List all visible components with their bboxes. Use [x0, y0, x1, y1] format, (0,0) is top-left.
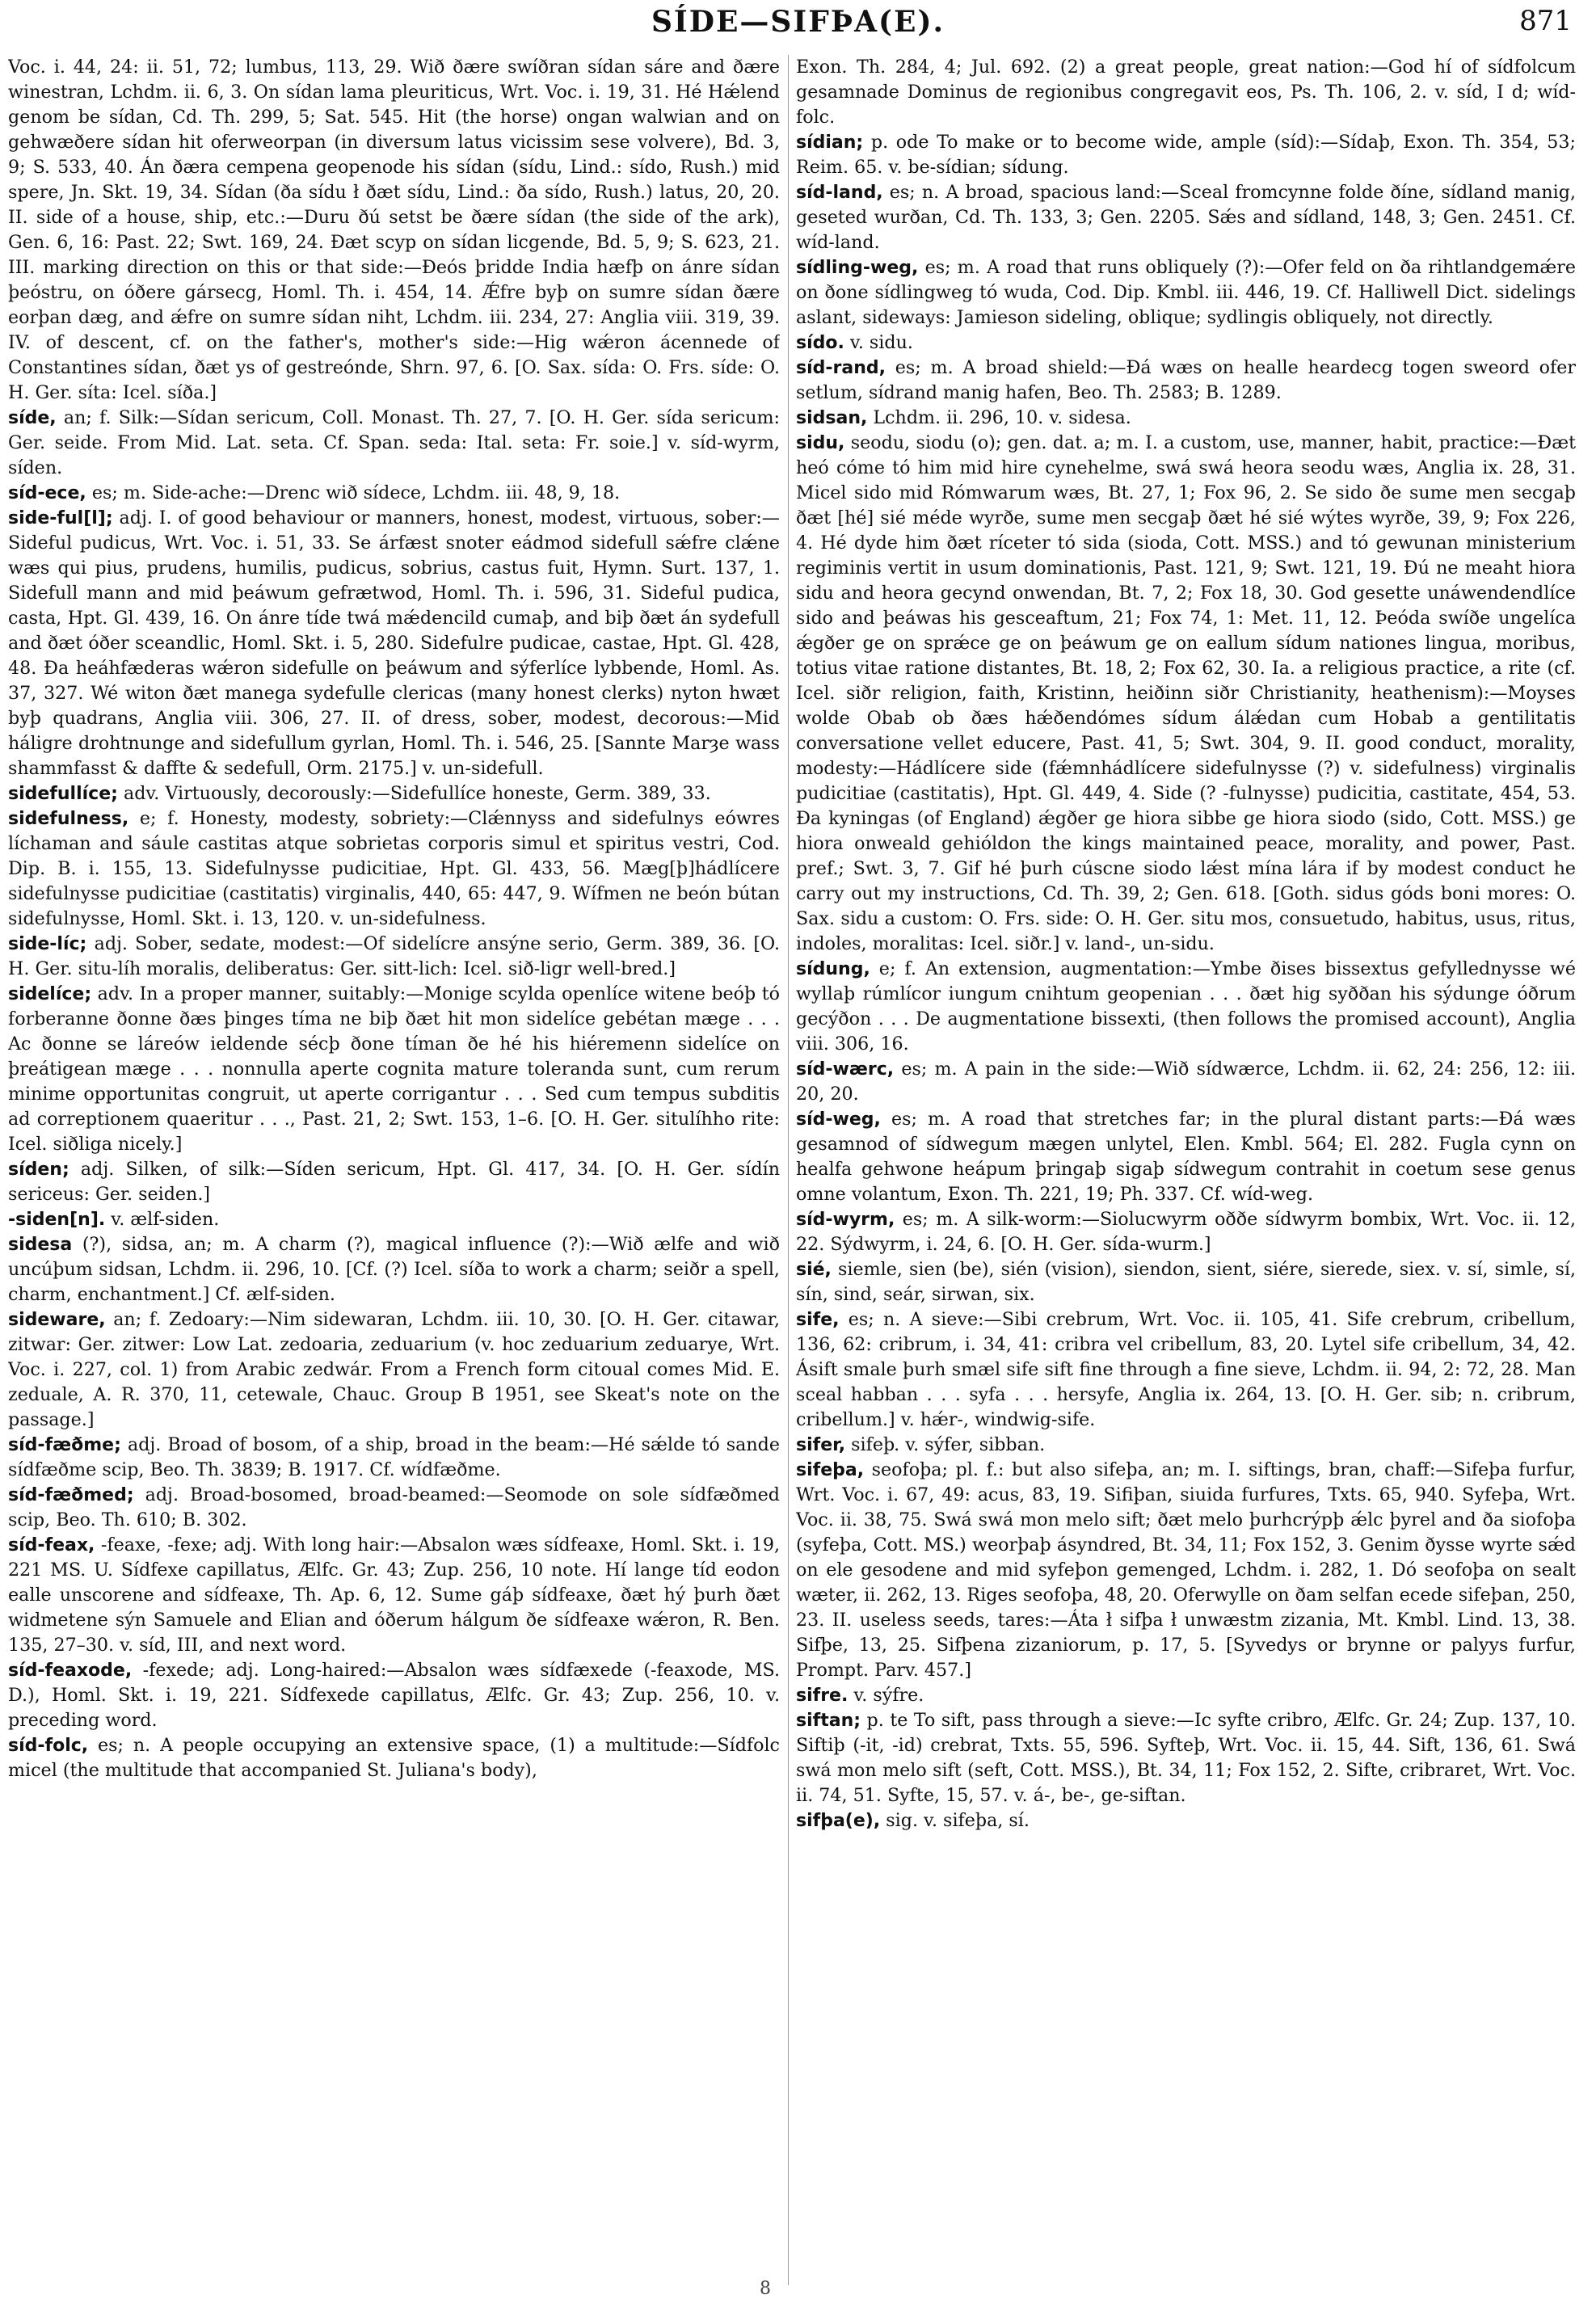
footer-mark: 8 [760, 2279, 771, 2299]
entry-headword: sídung, [796, 959, 870, 979]
entry-headword: sídian; [796, 133, 864, 153]
dictionary-entry [796, 1107, 1576, 1207]
entry-text: adj. Broad-bosomed, broad-beamed:—Seomode on sole sídfæðmed scip, Beo. Th. 610; B. 302. [8, 1484, 780, 1530]
entry-headword: síden; [8, 1160, 69, 1180]
dictionary-entry [8, 481, 780, 506]
entry-text: es; m. Side-ache:—Drenc wið sídece, Lchdm. iii. 48, 9, 18. [86, 482, 621, 503]
entry-headword: sído. [796, 333, 844, 353]
dictionary-entry [796, 130, 1576, 180]
dictionary-entry [796, 1683, 1576, 1708]
dictionary-entry [8, 506, 780, 781]
page-number: 871 [1519, 5, 1572, 37]
entry-text: es; m. A silk-worm:—Siolucwyrm oððe sídwyrm bombix, Wrt. Voc. ii. 12, 22. Sýdwyrm, i. 24, 6. [O. H. Ger. sída-wurm.] [796, 1209, 1576, 1255]
entry-headword: sifeþa, [796, 1460, 865, 1480]
entry-text: seodu, siodu (o); gen. dat. a; m. I. a custom, use, manner, habit, practice:—Ðæt heó cóme tó him mid hire cynehelme, swá swá heora seodu wæs, Anglia ix. 28, 31. Micel sido mid Rómwarum wæs, Bt. 27, 1; Fox 96, 2. Se sido ðe sume men secgaþ ðæt [hé] sié méde wyrðe, sume men secgaþ ðæt hé sié wýtes wyrðe, 39, 9; Fox 226, 4. Hé dyde him ðæt ríceter tó sida (sioda, Cott. MSS.) and tó gewunan ministerium regiminis vertit in usum dominationis, Past. 121, 9; Swt. 121, 19. Ðú ne meaht hiora sidu and heora gecynd onwendan, Bt. 7, 2; Fox 18, 30. God gesette unáwendendlíce sido and þeáwas his gesceaftum, 21; Fox 74, 1: Met. 11, 12. Þeóda swíðe ungelíca ǽgðer ge on sprǽce ge on þeáwum ge on eallum sídum nationes lingua, moribus, totius vitae ratione distantes, Bt. 18, 2; Fox 62, 30. Ia. a religious practice, a rite (cf. Icel. siðr religion, faith, Kristinn, heiðinn siðr Christianity, heathenism):—Moyses wolde Obab ob ðæs hǽðendómes sídum álǽdan cum Hobab a gentilitatis conversatione vellet educere, Past. 41, 5; Swt. 304, 9. II. good conduct, morality, modesty:—Hádlícere side (fǽmnhádlícere sidefulnysse (?) v. sidefulness) virginalis pudicitiae (castitatis), Hpt. Gl. 449, 4. Side (? -fulnysse) pudicitia, castitate, 454, 53. Ða kyningas (of England) ǽgðer ge hiora sibbe ge hiora siodo (sido, Cott. MSS.) ge hiora onweald gehióldon the kings maintained peace, morality, and power, Past. pref.; Swt. 3, 7. Gif hé þurh cúscne siodo lǽst mína lára if by modest conduct he carry out my instructions, Cd. Th. 39, 2; Gen. 618. [Goth. sidus góds boni mores: O. Sax. sidu a custom: O. Frs. side: O. H. Ger. situ mos, consuetudo, habitus, usus, ritus, indoles, moralitas: Icel. siðr.] v. land-, un-sidu. [796, 432, 1576, 954]
dictionary-entry [8, 1433, 780, 1483]
entry-text: es; m. A road that stretches far; in the plural distant parts:—Ðá wæs gesamnod of sídwegum mægen unlytel, Elen. Kmbl. 564; El. 282. Fugla cynn on healfa gehwone heápum þringaþ sigaþ sídwegum contrahit in coetum sese genus omne volantum, Exon. Th. 221, 19; Ph. 337. Cf. wíd-weg. [796, 1109, 1576, 1205]
dictionary-entry [8, 1658, 780, 1733]
entry-headword: síd-fæðme; [8, 1435, 121, 1455]
entry-text: e; f. An extension, augmentation:—Ymbe ðises bissextus gefyllednysse wé wyllaþ rúmlícor iungum cnihtum geopenian . . . ðæt hig syððan his sýdunge óðrum gecýðon . . . De augmentatione bissexti, (then follows the promised account), Anglia viii. 306, 16. [796, 958, 1576, 1054]
dictionary-entry [8, 982, 780, 1157]
entry-text: adv. In a proper manner, suitably:—Monige scylda openlíce witene beóþ tó forberanne ðonne ðæs þinges tíma ne biþ ðæt hit mon sidelíce gebétan mæge . . . Ac ðonne se láreów ieldende sécþ ðone tíman ðe hé his hiéremenn sidelíce on þreátigean mæge . . . nonnulla aperte cognita mature toleranda sunt, cum rerum minime opportunitas congruit, ut aperte corrigantur . . . Sed cum tempus subditis ad correptionem quaeritur . . ., Past. 21, 2; Swt. 153, 1–6. [O. H. Ger. situlíhho rite: Icel. siðliga nicely.] [8, 983, 780, 1155]
dictionary-entry [796, 431, 1576, 957]
entry-text: es; n. A people occupying an extensive space, (1) a multitude:—Sídfolc micel (the multitude that accompanied St. Juliana's body), [8, 1735, 780, 1781]
entry-text: adj. Broad of bosom, of a ship, broad in the beam:—Hé sǽlde tó sande sídfæðme scip, Beo. Th. 3839; B. 1917. Cf. wídfæðme. [8, 1434, 780, 1480]
entry-text: es; m. A pain in the side:—Wið sídwærce, Lchdm. ii. 62, 24: 256, 12: iii. 20, 20. [796, 1059, 1576, 1105]
dictionary-entry [796, 957, 1576, 1057]
entry-text: -feaxe, -fexe; adj. With long hair:—Absalon wæs sídfeaxe, Homl. Skt. i. 19, 221 MS. U. Sídfexe capillatus, Ælfc. Gr. 43; Zup. 256, 10 note. Hí lange tíd eodon ealle unscorene and sídfeaxe, Th. Ap. 6, 12. Sume gáþ sídfeaxe, ðæt hý þurh ðæt widmetene sýn Samuele and Elian and óðerum hálgum ðe sídfeaxe wǽron, R. Ben. 135, 27–30. v. síd, III, and next word. [8, 1534, 780, 1656]
dictionary-entry [8, 1733, 780, 1783]
dictionary-entry [8, 781, 780, 806]
dictionary-entry [796, 1458, 1576, 1683]
entry-headword: -siden[n]. [8, 1210, 106, 1230]
entry-headword: sife, [796, 1310, 840, 1330]
dictionary-entry [796, 1433, 1576, 1458]
entry-headword: síd-wærc, [796, 1059, 895, 1080]
dictionary-entry [8, 1307, 780, 1433]
right-column [796, 55, 1576, 2285]
entry-headword: sidu, [796, 433, 845, 453]
dictionary-entry [796, 55, 1576, 130]
dictionary-entry [796, 1307, 1576, 1433]
entry-text: adj. I. of good behaviour or manners, honest, modest, virtuous, sober:—Sideful pudicus, Wrt. Voc. i. 51, 33. Se árfæst snoter eádmod sidefull sǽfre clǽne wæs qui pius, prudens, humilis, pudicus, sobrius, castus fuit, Hymn. Surt. 137, 1. Sidefull mann and mid þeáwum gefrætwod, Homl. Th. i. 596, 31. Sideful pudica, casta, Hpt. Gl. 439, 16. On ánre tíde twá mǽdencild cumaþ, and biþ ðæt án sydefull and ðæt óðer sceandlic, Homl. Skt. i. 5, 280. Sidefulre pudicae, castae, Hpt. Gl. 428, 48. Ða heáhfæderas wǽron sidefulle on þeáwum and sýferlíce lybbende, Homl. As. 37, 327. Wé witon ðæt manega sydefulle clericas (many honest clerks) nyton hwæt byþ quadrans, Anglia viii. 306, 27. II. of dress, sober, modest, decorous:—Mid háligre drohtnunge and sidefullum gyrlan, Homl. Th. i. 546, 25. [Sannte Marȝe wass shammfasst & daffte & sedefull, Orm. 2175.] v. un-sidefull. [8, 507, 780, 779]
entry-headword: sidelíce; [8, 984, 92, 1004]
entry-text: an; f. Zedoary:—Nim sidewaran, Lchdm. iii. 10, 30. [O. H. Ger. citawar, zitwar: Ger. zitwer: Low Lat. zedoaria, zeduarium (v. hoc zeduarium zeduarye, Wrt. Voc. i. 227, col. 1) from Arabic zedwár. From a French form citoual comes Mid. E. zeduale, A. R. 370, 11, cetewale, Chauc. Group B 1951, see Skeat's note on the passage.] [8, 1309, 780, 1430]
entry-headword: sié, [796, 1260, 832, 1280]
entry-headword: sidsan, [796, 408, 868, 428]
column-divider [788, 55, 789, 2285]
entry-headword: sifer, [796, 1435, 846, 1455]
dictionary-entry [796, 255, 1576, 330]
entry-text: sig. v. sifeþa, sí. [880, 1810, 1030, 1831]
entry-text: an; f. Silk:—Sídan sericum, Coll. Monast. Th. 27, 7. [O. H. Ger. sída sericum: Ger. seide. From Mid. Lat. seta. Cf. Span. seda: Ital. seta: Fr. soie.] v. síd-wyrm, síden. [8, 407, 780, 478]
entry-headword: side-ful[l]; [8, 508, 113, 528]
entry-text: adv. Virtuously, decorously:—Sidefullíce honeste, Germ. 389, 33. [117, 783, 711, 804]
entry-text: Voc. i. 44, 24: ii. 51, 72; lumbus, 113, 29. Wið ðære swíðran sídan sáre and ðære winestran, Lchdm. ii. 6, 3. On sídan lama pleuriticus, Wrt. Voc. i. 19, 31. Hé Hǽlend genom be sídan, Cd. Th. 299, 5; Sat. 545. Hit (the horse) ongan walwian and on gehwæðere sídan hit oferweorpan (in diversum latus vicissim sese volvere), Bd. 3, 9; S. 533, 40. Án ðæra cempena geopenode his sídan (sídu, Lind.: sído, Rush.) mid spere, Jn. Skt. 19, 34. Sídan (ða sídu ł ðæt sídu, Lind.: ða sído, Rush.) latus, 20, 20. II. side of a house, ship, etc.:—Duru ðú setst be ðære sídan (the side of the ark), Gen. 6, 16: Past. 22; Swt. 169, 24. Ðæt scyp on sídan licgende, Bd. 5, 9; S. 623, 21. III. marking direction on this or that side:—Ðeós þridde India hæfþ on ánre sídan þeóstru, on óðere gársecg, Homl. Th. i. 454, 14. Ǽfre byþ on sumre sídan ðære eorþan dæg, and ǽfre on sumre sídan niht, Lchdm. iii. 234, 27: Anglia viii. 319, 39. IV. of descent, cf. on the father's, mother's side:—Hig wǽron ácennede of Constantines sídan, ðæt ys of gestreónde, Shrn. 97, 6. [O. Sax. sída: O. Frs. síde: O. H. Ger. síta: Icel. síða.] [8, 57, 780, 403]
entry-headword: síd-wyrm, [796, 1210, 895, 1230]
dictionary-entry [796, 406, 1576, 431]
entry-text: p. ode To make or to become wide, ample (síd):—Sídaþ, Exon. Th. 354, 53; Reim. 65. v. be-sídian; sídung. [796, 132, 1576, 178]
dictionary-entry [8, 1232, 780, 1307]
entry-headword: síd-folc, [8, 1736, 89, 1756]
entry-headword: sifre. [796, 1686, 849, 1706]
dictionary-entry [796, 1257, 1576, 1307]
dictionary-entry [796, 1808, 1576, 1833]
entry-headword: síd-rand, [796, 358, 886, 378]
page-title: SÍDE—SIFÞA(E). [651, 5, 945, 39]
entry-headword: sideware, [8, 1310, 106, 1330]
entry-headword: síd-fæðmed; [8, 1485, 134, 1505]
entry-text: adj. Sober, sedate, modest:—Of sidelícre ansýne serio, Germ. 389, 36. [O. H. Ger. situ-líh moralis, deliberatus: Ger. sitt-lich: Icel. sið-ligr well-bred.] [8, 933, 780, 979]
entry-headword: síd-feax, [8, 1535, 95, 1555]
entry-headword: sidesa [8, 1235, 73, 1255]
entry-headword: síd-weg, [796, 1109, 881, 1130]
entry-text: e; f. Honesty, modesty, sobriety:—Clǽnnyss and sidefulnys eówres líchaman and sáule castitas atque sobrietas corporis simul et spiritus vestri, Cod. Dip. B. i. 155, 13. Sidefulnysse pudicitiae, Hpt. Gl. 433, 56. Mæg[þ]hádlícere sidefulnysse pudicitiae (castitatis) virginalis, 440, 65: 447, 9. Wífmen ne beón bútan sidefulnysse, Homl. Skt. i. 13, 120. v. un-sidefulness. [8, 808, 780, 929]
entry-headword: sidefullíce; [8, 784, 118, 804]
entry-text: p. te To sift, pass through a sieve:—Ic syfte cribro, Ælfc. Gr. 24; Zup. 137, 10. Siftiþ (-it, -id) crebrat, Txts. 55, 596. Syfteþ, Wrt. Voc. ii. 15, 44. Sift, 136, 61. Swá swá mon melo sift (seft, Cott. MSS.), Bt. 34, 11; Fox 152, 2. Sifte, cribraret, Wrt. Voc. ii. 74, 51. Syfte, 15, 57. v. á-, be-, ge-siftan. [796, 1710, 1576, 1806]
dictionary-entry [8, 1533, 780, 1658]
dictionary-entry [8, 1207, 780, 1232]
entry-headword: sídling-weg, [796, 258, 919, 278]
entry-text: sifeþ. v. sýfer, sibban. [845, 1434, 1046, 1455]
dictionary-entry [8, 1157, 780, 1207]
entry-headword: síde, [8, 408, 57, 428]
entry-text: v. sidu. [844, 332, 913, 353]
entry-headword: sidefulness, [8, 809, 129, 829]
entry-headword: side-líc; [8, 934, 87, 954]
entry-headword: sifþa(e), [796, 1811, 881, 1831]
dictionary-entry [8, 406, 780, 481]
entry-text: -fexede; adj. Long-haired:—Absalon wæs sídfæxede (-feaxode, MS. D.), Homl. Skt. i. 19, 221. Sídfexede capillatus, Ælfc. Gr. 43; Zup. 256, 10. v. preceding word. [8, 1660, 780, 1731]
entry-headword: síd-ece, [8, 483, 86, 503]
entry-text: es; m. A road that runs obliquely (?):—Ofer feld on ða rihtlandgemǽre on ðone sídlingweg tó wuda, Cod. Dip. Kmbl. iii. 446, 19. Cf. Halliwell Dict. sidelings aslant, sideways: Jamieson sideling, oblique; sydlingis obliquely, not directly. [796, 257, 1576, 328]
dictionary-entry [8, 1483, 780, 1533]
dictionary-entry [796, 1708, 1576, 1808]
entry-text: siemle, sien (be), sién (vision), siendon, sient, siére, sierede, siex. v. sí, simle, sí, sín, sind, seár, sirwan, six. [796, 1259, 1576, 1305]
entry-text: (?), sidsa, an; m. A charm (?), magical influence (?):—Wið ælfe and wið uncúþum sidsan, Lchdm. ii. 296, 10. [Cf. (?) Icel. síða to work a charm; seiðr a spell, charm, enchantment.] Cf. ælf-siden. [8, 1234, 780, 1305]
entry-text: es; m. A broad shield:—Ðá wæs on healle heardecg togen sweord ofer setlum, sídrand manig hafen, Beo. Th. 2583; B. 1289. [796, 357, 1576, 403]
dictionary-entry [8, 55, 780, 406]
dictionary-entry [8, 806, 780, 932]
entry-text: Exon. Th. 284, 4; Jul. 692. (2) a great people, great nation:—God hí of sídfolcum gesamnade Dominus de regionibus congregavit eos, Ps. Th. 106, 2. v. síd, I d; wíd-folc. [796, 57, 1576, 128]
entry-headword: síd-feaxode, [8, 1661, 133, 1681]
entry-text: v. ælf-siden. [105, 1209, 220, 1230]
entry-text: seofoþa; pl. f.: but also sifeþa, an; m. I. siftings, bran, chaff:—Sifeþa furfur, Wrt. Voc. i. 67, 49: acus, 83, 19. Sifiþan, siuida furfures, Txts. 65, 940. Syfeþa, Wrt. Voc. ii. 38, 75. Swá swá mon melo sift; ðæt melo þurhcrýpþ ǽlc þyrel and ða siofoþa (syfeþa, Cott. MS.) weorþaþ ásyndred, Bt. 34, 11; Fox 152, 3. Genim ðysse wyrte sǽd on ele gesodene and mid syfeþon gemenged, Lchdm. i. 282, 1. Dó seofoþa on sealt wæter, ii. 262, 13. Riges seofoþa, 48, 20. Oferwylle on ðam selfan ecede sifeþan, 250, 23. II. useless seeds, tares:—Áta ł sifþa ł unwæstm zizania, Mt. Kmbl. Lind. 13, 38. Sifþe, 13, 25. Sifþena zizaniorum, p. 17, 5. [Syvedys or brynne or palyys furfur, Prompt. Parv. 457.] [796, 1459, 1576, 1681]
entry-text: es; n. A broad, spacious land:—Sceal fromcynne folde ðíne, sídland manig, geseted wurðan, Cd. Th. 133, 3; Gen. 2205. Sǽs and sídland, 148, 3; Gen. 2451. Cf. wíd-land. [796, 182, 1576, 253]
dictionary-entry [796, 1207, 1576, 1257]
dictionary-entry [796, 1057, 1576, 1107]
page-header [0, 0, 1596, 47]
entry-text: es; n. A sieve:—Sibi crebrum, Wrt. Voc. ii. 105, 41. Sife crebrum, cribellum, 136, 62: cribrum, i. 34, 41: cribra vel cribellum, 83, 20. Lytel sife cribellum, 34, 42. Ásift smale þurh smæl sife sift fine through a fine sieve, Lchdm. ii. 94, 2: 72, 28. Man sceal habban . . . syfa . . . hersyfe, Anglia ix. 264, 13. [O. H. Ger. sib; n. cribrum, cribellum.] v. hǽr-, windwig-sife. [796, 1309, 1576, 1430]
dictionary-entry [8, 932, 780, 982]
entry-headword: siftan; [796, 1711, 861, 1731]
entry-text: Lchdm. ii. 296, 10. v. sidesa. [867, 407, 1131, 428]
entry-text: adj. Silken, of silk:—Síden sericum, Hpt. Gl. 417, 34. [O. H. Ger. sídín sericeus: Ger. seiden.] [8, 1159, 780, 1205]
entry-text: v. sýfre. [848, 1685, 924, 1706]
dictionary-entry [796, 330, 1576, 356]
dictionary-entry [796, 180, 1576, 255]
entry-headword: síd-land, [796, 183, 883, 203]
dictionary-entry [796, 356, 1576, 406]
left-column [8, 55, 780, 2285]
